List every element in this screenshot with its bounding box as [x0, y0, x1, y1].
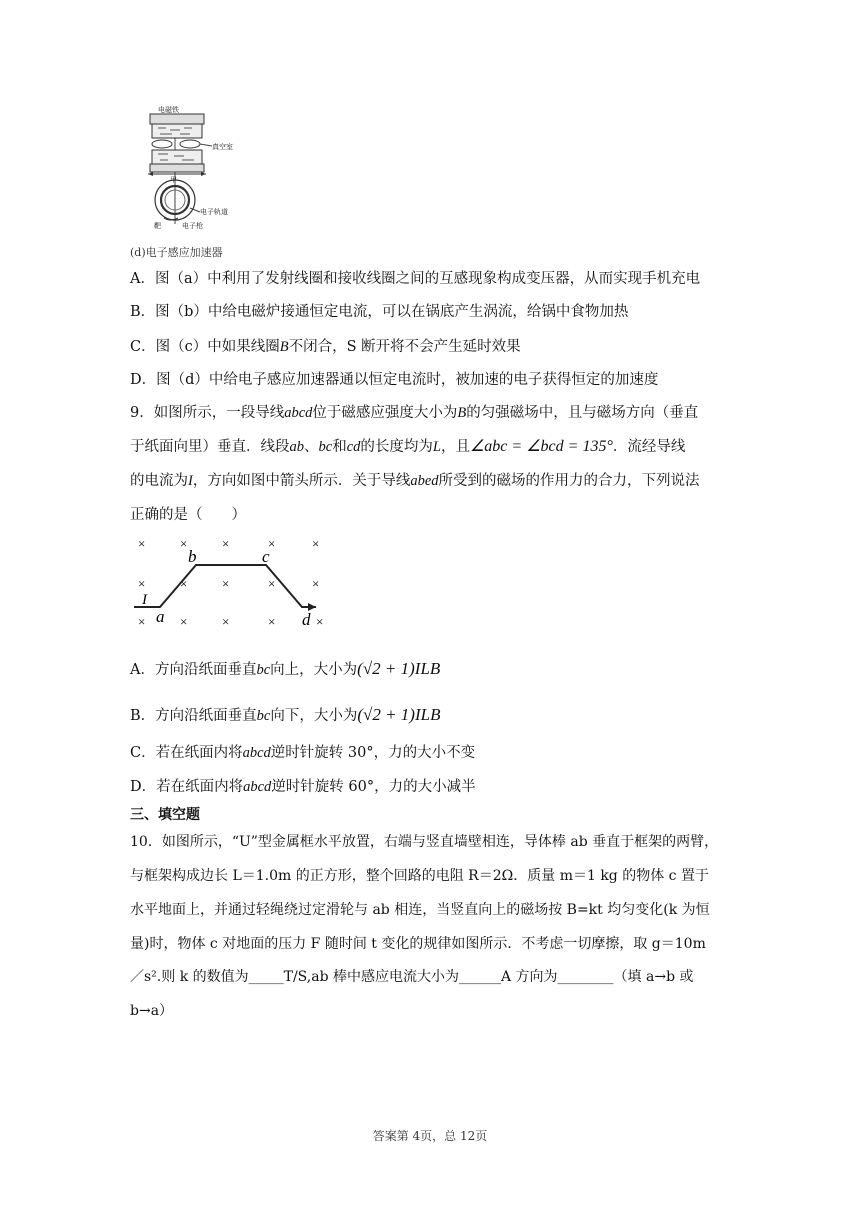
- q9-angle-formula: ∠abc = ∠bcd = 135°: [469, 438, 613, 455]
- figure-d-caption: (d)电子感应加速器: [130, 246, 223, 259]
- q9-stem-line1: [130, 403, 698, 423]
- q8-option-a: A．图（a）中利用了发射线圈和接收线圈之间的互感现象构成变压器，从而实现手机充电: [130, 271, 701, 287]
- q9-text: 所受到的磁场的作用力的合力，下列说法: [438, 473, 700, 489]
- q8-option-d: D．图（d）中给电子感应加速器通以恒定电流时，被加速的电子获得恒定的加速度: [130, 372, 659, 388]
- q10-line1: 10．如图所示，“U”型金属框水平放置，右端与竖直墙壁相连，导体棒 ab 垂直于框架的两臂，: [130, 834, 719, 850]
- q9-text: ，且: [440, 439, 470, 455]
- q8-option-c-var: B: [279, 339, 289, 355]
- q9-option-d-var: abcd: [243, 779, 272, 795]
- q9-text: 位于磁感应强度大小为: [312, 405, 458, 421]
- q9-option-b-value: (√2 + 1)ILB: [357, 705, 441, 724]
- field-cross: ×: [222, 576, 230, 591]
- label-point-b: b: [188, 547, 197, 566]
- q9-text: 的匀强磁场中，且与磁场方向（垂直: [466, 405, 699, 421]
- q9-text: ，方向如图中箭头所示．关于导线: [192, 473, 411, 489]
- field-cross: ×: [138, 536, 146, 551]
- label-electron-orbit: 电子轨道: [200, 208, 228, 216]
- q9-text: ．流经导线: [612, 439, 686, 455]
- field-cross: ×: [138, 614, 146, 629]
- field-cross: ×: [222, 614, 230, 629]
- label-point-c: c: [262, 547, 270, 566]
- field-cross: ×: [268, 536, 276, 551]
- page-footer: 答案第 4页，总 12页: [372, 1129, 488, 1143]
- q8-option-c: [130, 337, 521, 357]
- q9-option-d-pre: D．若在纸面内将: [130, 779, 244, 795]
- q9-stem-line3: [130, 471, 700, 491]
- q9-text: 的电流为: [130, 473, 188, 489]
- label-point-d: d: [302, 610, 311, 629]
- q10-line5: ／s².则 k 的数值为_____T/S,ab 棒中感应电流大小为______A 方向为________（填 a→b 或: [130, 969, 694, 985]
- q9-var-abed: abed: [410, 473, 439, 489]
- q9-option-c-var: abcd: [242, 745, 271, 761]
- q9-option-a-post: 向上，大小为: [270, 662, 358, 678]
- q9-stem-line4: 正确的是（ ）: [130, 507, 246, 523]
- accelerator-diagram: [130, 104, 260, 240]
- q10-line6: b→a）: [130, 1003, 174, 1019]
- q9-option-b-var: bc: [256, 708, 271, 724]
- q9-stem-line2: [130, 437, 685, 457]
- q10-line3: 水平地面上，并通过轻绳绕过定滑轮与 ab 相连，当竖直向上的磁场按 B=kt 均匀变化(k 为恒: [130, 902, 710, 918]
- field-cross: ×: [268, 576, 276, 591]
- field-cross: ×: [180, 536, 188, 551]
- field-cross: ×: [312, 536, 320, 551]
- q9-var-cd: cd: [346, 439, 361, 455]
- q9-text: 于纸面向里）垂直．线段: [130, 439, 290, 455]
- figure-d-accelerator: [130, 104, 260, 240]
- q9-option-c-pre: C．若在纸面内将: [130, 745, 243, 761]
- q9-option-a-var: bc: [256, 662, 271, 678]
- q9-option-a: [130, 659, 440, 680]
- q8-option-c-pre: C．图（c）中如果线圈: [130, 339, 280, 355]
- q10-line4: 量)时，物体 c 对地面的压力 F 随时间 t 变化的规律如图所示．不考虑一切摩擦，取 g＝10m: [130, 936, 706, 952]
- q9-wire-figure: [130, 530, 330, 630]
- q9-text: 和: [332, 439, 347, 455]
- q9-var-bc: bc: [318, 439, 333, 455]
- q9-var-b: B: [457, 405, 467, 421]
- field-cross: ×: [316, 614, 324, 629]
- field-cross: ×: [180, 576, 188, 591]
- q9-option-d: [130, 777, 476, 797]
- section-heading-fill-in: 三、填空题: [130, 807, 200, 823]
- label-jia: 甲: [170, 176, 177, 184]
- field-cross: ×: [312, 576, 320, 591]
- q9-option-c: [130, 743, 475, 763]
- q9-var-ab: ab: [289, 439, 304, 455]
- field-cross: ×: [268, 614, 276, 629]
- q9-text: 、: [304, 439, 319, 455]
- field-cross: ×: [138, 576, 146, 591]
- q9-option-a-pre: A．方向沿纸面垂直: [130, 662, 257, 678]
- q9-option-b-post: 向下，大小为: [270, 708, 358, 724]
- q9-wire-diagram: [130, 530, 330, 630]
- q10-line2: 与框架构成边长 L＝1.0m 的正方形，整个回路的电阻 R＝2Ω．质量 m＝1 kg 的物体 c 置于: [130, 868, 709, 884]
- label-vacuum-chamber: 真空室: [212, 143, 233, 151]
- label-current-i: I: [142, 592, 147, 608]
- q9-option-c-post: 逆时针旋转 30°，力的大小不变: [270, 745, 476, 761]
- q9-option-a-value: (√2 + 1)ILB: [357, 659, 441, 678]
- q9-text: 9．如图所示，一段导线: [130, 405, 285, 421]
- label-electron-gun: 电子枪: [182, 222, 203, 230]
- q9-var-l: L: [432, 439, 441, 455]
- q8-option-b: B．图（b）中给电磁炉接通恒定电流，可以在锅底产生涡流，给锅中食物加热: [130, 304, 629, 320]
- q9-option-d-post: 逆时针旋转 60°，力的大小减半: [271, 779, 476, 795]
- q9-option-b: [130, 705, 440, 726]
- q9-var-i: I: [188, 473, 193, 489]
- field-cross: ×: [180, 614, 188, 629]
- label-electromagnet: 电磁铁: [158, 106, 179, 114]
- field-cross: ×: [222, 536, 230, 551]
- label-point-a: a: [156, 607, 165, 626]
- q9-var-abcd: abcd: [284, 405, 313, 421]
- q9-text: 的长度均为: [360, 439, 433, 455]
- q9-option-b-pre: B．方向沿纸面垂直: [130, 708, 257, 724]
- q8-option-c-post: 不闭合，S 断开将不会产生延时效果: [288, 339, 521, 355]
- label-target: 靶: [154, 222, 161, 230]
